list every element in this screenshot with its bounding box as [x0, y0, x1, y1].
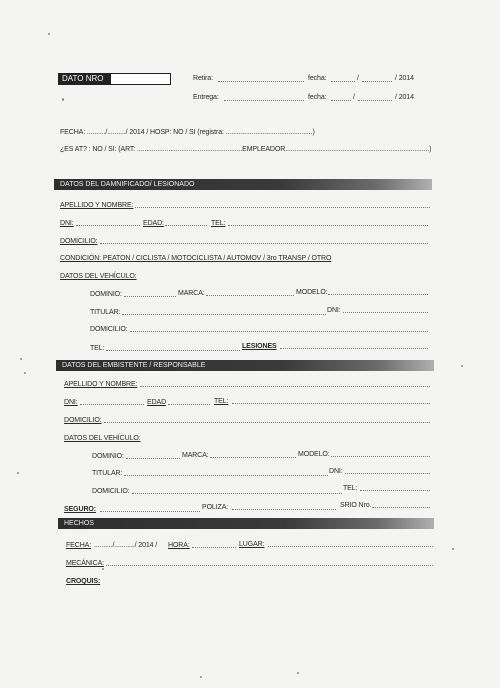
entrega-year: / 2014 — [395, 94, 414, 101]
emb-modelo-label: MODELO: — [298, 451, 330, 458]
scan-speck — [62, 98, 64, 101]
dam-edad-label: EDAD: — [143, 220, 164, 227]
retira-month-field[interactable] — [362, 81, 392, 82]
dam-titular-field[interactable] — [122, 314, 326, 315]
hechos-fecha-field[interactable]: ........../.........../ 2014 / — [94, 542, 158, 549]
dam-tel2-label: TEL: — [90, 345, 105, 352]
emb-edad-field[interactable] — [168, 404, 210, 405]
entrega-label: Entrega: — [193, 94, 219, 101]
retira-fecha-label: fecha: — [308, 75, 327, 82]
retira-slash: / — [357, 75, 359, 82]
dam-tel2-field[interactable] — [106, 350, 240, 351]
emb-modelo-field[interactable] — [331, 456, 430, 457]
retira-year: / 2014 — [395, 75, 414, 82]
dam-lesiones-field[interactable] — [280, 348, 428, 349]
dam-domicilio2-field[interactable] — [130, 331, 428, 332]
emb-tel2-label: TEL: — [343, 485, 358, 492]
emb-vehiculo-label: DATOS DEL VEHÍCULO: — [64, 435, 141, 442]
emb-dni-field[interactable] — [80, 404, 144, 405]
scan-speck — [17, 472, 19, 474]
emb-domicilio-label: DOMICILIO: — [64, 417, 102, 424]
emb-domicilio2-field[interactable] — [132, 493, 342, 494]
dam-condicion-line[interactable]: CONDICIÓN: PEATON / CICLISTA / MOTOCICLISTA / AUTOMOV / 3ro TRANSP / OTRO — [60, 255, 332, 262]
entrega-fecha-label: fecha: — [308, 94, 327, 101]
scan-speck — [297, 672, 299, 674]
emb-poliza-label: POLIZA: — [202, 504, 229, 511]
dam-edad-field[interactable] — [165, 225, 207, 226]
hechos-lugar-label: LUGAR: — [239, 541, 265, 548]
emb-siro-field[interactable] — [372, 507, 430, 508]
hechos-hora-field[interactable] — [192, 547, 236, 548]
entrega-slash: / — [353, 94, 355, 101]
dam-dominio-label: DOMINIO: — [90, 291, 122, 298]
dam-tel-label: TEL: — [211, 220, 226, 227]
dato-nro-box — [58, 73, 171, 85]
emb-siro-label: SRIO Nro. — [340, 502, 372, 509]
hechos-mecanica-label: MECÁNICA: — [66, 560, 104, 567]
emb-dominio-field[interactable] — [126, 458, 180, 459]
dato-nro-label: DATO NRO — [59, 74, 111, 84]
dam-lesiones-label: LESIONES — [242, 343, 277, 350]
emb-seguro-field[interactable] — [100, 511, 200, 512]
hechos-fecha-label: FECHA: — [66, 542, 92, 549]
emb-tel-label: TEL: — [214, 398, 229, 405]
emb-marca-field[interactable] — [210, 457, 296, 458]
dam-modelo-field[interactable] — [328, 294, 428, 295]
emb-dni-label: DNI: — [64, 399, 78, 406]
scan-speck — [461, 365, 463, 367]
hechos-hora-label: HORA: — [168, 542, 190, 549]
emb-apellido-field[interactable] — [140, 386, 430, 387]
emb-dni2-field[interactable] — [345, 473, 430, 474]
emb-tel2-field[interactable] — [360, 490, 430, 491]
dam-apellido-label: APELLIDO Y NOMBRE: — [60, 202, 134, 209]
scan-speck — [102, 568, 104, 570]
hechos-croquis-label: CROQUIS: — [66, 578, 101, 585]
scan-speck — [20, 358, 22, 360]
dam-dni2-label: DNI: — [327, 307, 341, 314]
fecha-hosp-line[interactable]: FECHA: ........../........../ 2014 / HOSP: NO / SI (registra: ...............................................) — [60, 129, 315, 136]
emb-titular-field[interactable] — [124, 475, 328, 476]
scan-speck — [24, 372, 26, 374]
emb-poliza-field[interactable] — [232, 509, 336, 510]
dam-titular-label: TITULAR: — [90, 309, 121, 316]
retira-day-field[interactable] — [331, 81, 355, 82]
hechos-mecanica-field[interactable] — [106, 565, 433, 566]
dam-tel-field[interactable] — [228, 225, 428, 226]
emb-marca-label: MARCA: — [182, 452, 209, 459]
emb-domicilio2-label: DOMICILIO: — [92, 488, 130, 495]
dam-marca-field[interactable] — [206, 295, 294, 296]
emb-tel-field[interactable] — [232, 403, 430, 404]
dam-domicilio2-label: DOMICILIO: — [90, 326, 128, 333]
emb-domicilio-field[interactable] — [104, 422, 430, 423]
damnificado-header: DATOS DEL DAMNIFICADO/ LESIONADO — [54, 179, 432, 190]
retira-label: Retira: — [193, 75, 213, 82]
hechos-header: HECHOS — [58, 518, 434, 529]
dam-domicilio-field[interactable] — [100, 243, 428, 244]
emb-dominio-label: DOMINIO: — [92, 453, 124, 460]
dam-dni-label: DNI: — [60, 220, 74, 227]
emb-dni2-label: DNI: — [329, 468, 343, 475]
emb-edad-label: EDAD — [147, 399, 167, 406]
scan-speck — [200, 676, 202, 678]
dam-domicilio-label: DOMICILIO: — [60, 238, 98, 245]
emb-seguro-label: SEGURO: — [64, 506, 96, 513]
dam-dni2-field[interactable] — [343, 312, 428, 313]
entrega-month-field[interactable] — [358, 100, 392, 101]
embistente-header: DATOS DEL EMBISTENTE / RESPONSABLE — [56, 360, 434, 371]
emb-titular-label: TITULAR: — [92, 470, 123, 477]
hechos-lugar-field[interactable] — [268, 546, 433, 547]
entrega-field[interactable] — [224, 100, 304, 101]
dam-dominio-field[interactable] — [124, 296, 176, 297]
emb-apellido-label: APELLIDO Y NOMBRE: — [64, 381, 138, 388]
dam-dni-field[interactable] — [76, 225, 140, 226]
scan-speck — [48, 33, 50, 35]
dam-vehiculo-label: DATOS DEL VEHÍCULO: — [60, 273, 137, 280]
es-at-line[interactable]: ¿ES AT? : NO / SI: (ART: .........................................................EMPLEADOR..............................................................................) — [60, 146, 432, 153]
dam-apellido-field[interactable] — [135, 207, 430, 208]
dam-marca-label: MARCA: — [178, 290, 205, 297]
entrega-day-field[interactable] — [331, 100, 351, 101]
scan-speck — [452, 548, 454, 550]
retira-field[interactable] — [218, 81, 304, 82]
dam-modelo-label: MODELO: — [296, 289, 328, 296]
